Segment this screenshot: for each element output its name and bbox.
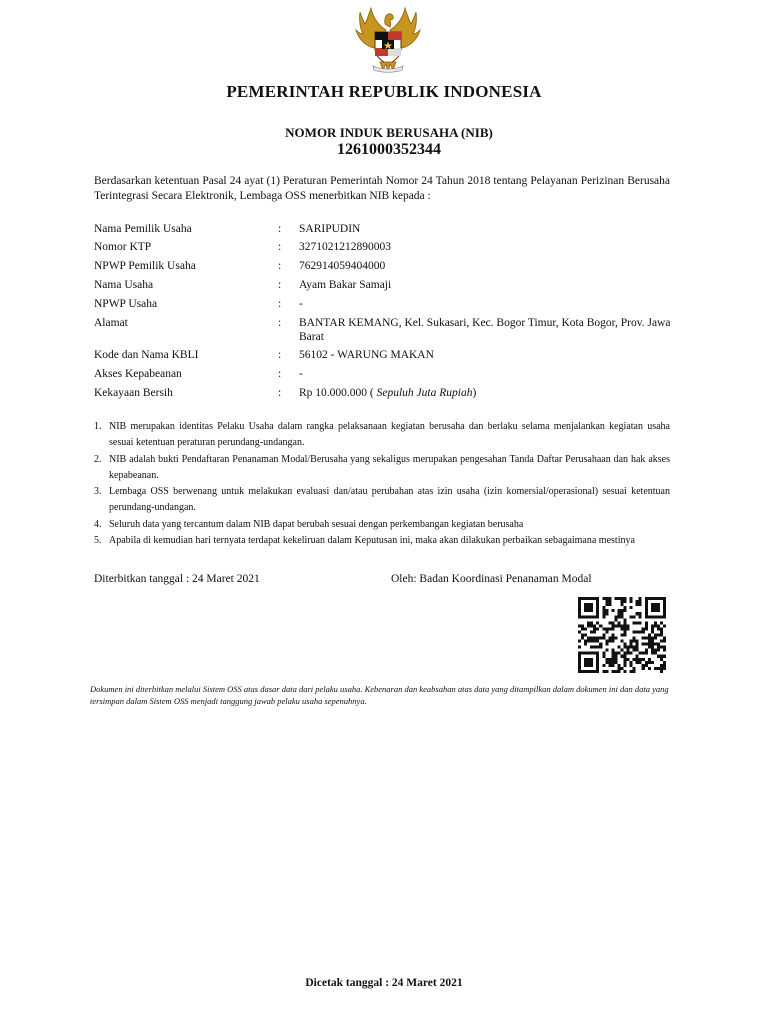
field-colon: :	[278, 368, 282, 380]
field-value: SARIPUDIN	[299, 223, 361, 235]
field-label: Nama Pemilik Usaha	[94, 223, 192, 235]
note-text: Lembaga OSS berwenang untuk melakukan evaluasi dan/atau perubahan atas izin usaha (izin komersial/operasional) sesuai ketentuan perundang-undangan.	[109, 486, 670, 514]
field-colon: :	[278, 279, 282, 291]
note-number: 1.	[94, 421, 102, 432]
note-item	[94, 517, 670, 533]
kekayaan-words: Sepuluh Juta Rupiah	[376, 387, 473, 399]
kekayaan-suffix: )	[472, 387, 477, 399]
nib-number: 1261000352344	[337, 141, 441, 158]
note-number: 4.	[94, 518, 102, 530]
disclaimer: Dokumen ini diterbitkan melalui Sistem OSS atas dasar data dari pelaku usaha. Kebenaran dan keabsahan atas data yang ditampilkan dalam dokumen ini dan data yang tersimpan dalam Sistem OSS menjadi tanggung jawab pelaku usaha sepenuhnya.	[90, 684, 669, 706]
field-value	[299, 386, 674, 400]
field-label: Kekayaan Bersih	[94, 387, 173, 399]
garuda-emblem-icon	[349, 4, 427, 76]
printed-date: Dicetak tanggal : 24 Maret 2021	[305, 977, 463, 989]
field-value: 762914059404000	[299, 260, 386, 272]
field-colon: :	[278, 349, 282, 361]
field-label: NPWP Pemilik Usaha	[94, 260, 196, 272]
intro-paragraph: Berdasarkan ketentuan Pasal 24 ayat (1) Peraturan Pemerintah Nomor 24 Tahun 2018 tentang Pelayanan Perizinan Berusaha Terintegrasi Secara Elektronik, Lembaga OSS menerbitkan NIB kepada :	[94, 175, 670, 202]
note-text: Seluruh data yang tercantum dalam NIB dapat berubah sesuai dengan perkembangan kegiatan berusaha	[109, 518, 524, 530]
field-colon: :	[278, 260, 282, 272]
field-value: 3271021212890003	[299, 241, 391, 253]
note-item	[94, 452, 670, 485]
notes-list	[94, 419, 670, 549]
field-label: NPWP Usaha	[94, 298, 158, 310]
issued-date: Diterbitkan tanggal : 24 Maret 2021	[94, 573, 260, 585]
nib-label: NOMOR INDUK BERUSAHA (NIB)	[285, 125, 493, 140]
field-value: -	[299, 368, 303, 380]
note-number: 3.	[94, 486, 102, 498]
field-colon: :	[278, 387, 282, 399]
note-number: 2.	[94, 453, 102, 465]
field-colon: :	[278, 241, 282, 253]
field-value: Ayam Bakar Samaji	[299, 279, 392, 291]
government-title: PEMERINTAH REPUBLIK INDONESIA	[226, 82, 542, 101]
qr-code-icon[interactable]	[578, 597, 666, 673]
note-item	[94, 419, 670, 452]
field-colon: :	[278, 223, 282, 235]
field-value: -	[299, 298, 303, 310]
field-label: Nomor KTP	[94, 241, 152, 253]
note-text: NIB merupakan identitas Pelaku Usaha dalam rangka pelaksanaan kegiatan berusaha dan berlaku selama menjalankan kegiatan usaha sesuai ketentuan peraturan perundang-undangan.	[109, 421, 670, 449]
note-number: 5.	[94, 535, 102, 547]
field-label: Kode dan Nama KBLI	[94, 349, 199, 361]
field-value: BANTAR KEMANG, Kel. Sukasari, Kec. Bogor Timur, Kota Bogor, Prov. Jawa Barat	[299, 317, 671, 343]
note-text: Apabila di kemudian hari ternyata terdapat kekeliruan dalam Keputusan ini, maka akan dilakukan perbaikan sebagaimana mestinya	[109, 535, 635, 547]
field-label: Alamat	[94, 317, 128, 329]
note-text: NIB adalah bukti Pendaftaran Penanaman Modal/Berusaha yang sekaligus merupakan pengesahan Tanda Daftar Perusahaan dan hak akses kepabeanan.	[109, 453, 670, 481]
note-item	[94, 533, 670, 549]
field-label: Akses Kepabeanan	[94, 368, 182, 380]
field-label: Nama Usaha	[94, 279, 154, 291]
kekayaan-amount: Rp 10.000.000 (	[299, 387, 377, 399]
field-colon: :	[278, 317, 282, 329]
issuer: Oleh: Badan Koordinasi Penanaman Modal	[391, 573, 592, 585]
field-value: 56102 - WARUNG MAKAN	[299, 349, 434, 361]
note-item	[94, 484, 670, 517]
field-colon: :	[278, 298, 282, 310]
